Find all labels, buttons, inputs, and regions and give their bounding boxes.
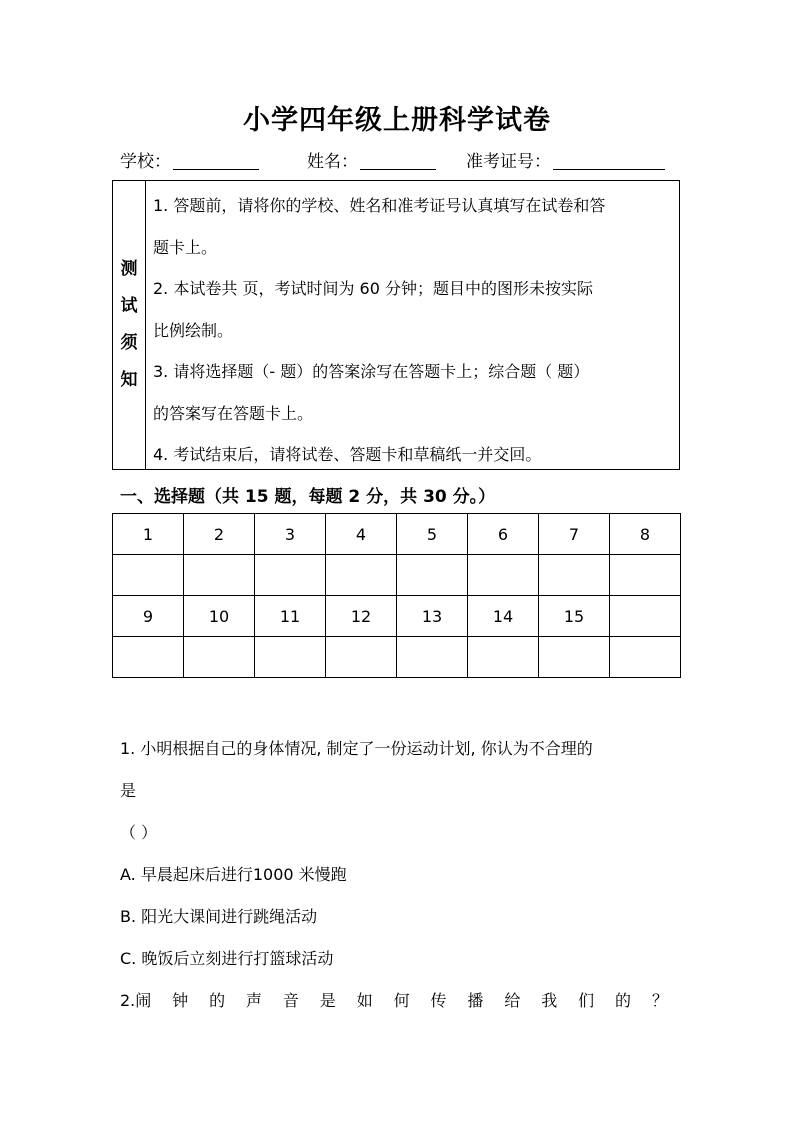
question-number-cell: 14 [468,596,539,637]
question-number-cell [610,596,681,637]
answer-grid [112,513,681,678]
school-label: 学校： [120,152,171,172]
answer-grid-number-row [113,514,681,555]
question-2-char: 传 [430,991,447,1010]
instructions-text [153,185,675,476]
question-number-cell: 12 [326,596,397,637]
name-label: 姓名： [307,152,358,172]
question-number-cell: 11 [255,596,326,637]
question-2-char: ？ [651,991,668,1010]
name-blank[interactable] [360,151,436,170]
question-2-char: 的 [209,991,226,1010]
answer-cell[interactable] [468,555,539,596]
instructions-label-char: 知 [120,370,138,390]
instruction-line: 题卡上。 [153,237,218,257]
answer-cell[interactable] [397,555,468,596]
answer-cell[interactable] [397,637,468,678]
question-number-cell: 6 [468,514,539,555]
instruction-line: 3. 请将选择题（- 题）的答案涂写在答题卡上；综合题（ 题） [153,362,590,381]
answer-cell[interactable] [255,637,326,678]
question-number-cell: 1 [113,514,184,555]
question-1-option-b: B. 阳光大课间进行跳绳活动 [120,907,318,926]
question-2-char: 我 [541,991,558,1010]
instruction-line: 的答案写在答题卡上。 [153,403,314,423]
answer-cell[interactable] [539,637,610,678]
answer-cell[interactable] [468,637,539,678]
exam-number-label: 准考证号： [466,152,551,172]
question-2-char: 们 [578,991,595,1010]
answer-cell[interactable] [255,555,326,596]
answer-grid-answer-row [113,555,681,596]
question-number-cell: 3 [255,514,326,555]
instruction-line: 4. 考试结束后，请将试卷、答题卡和草稿纸一并交回。 [153,445,542,464]
answer-cell[interactable] [184,555,255,596]
page-title: 小学四年级上册科学试卷 [243,105,551,136]
answer-cell[interactable] [326,637,397,678]
answer-grid-number-row [113,596,681,637]
instructions-label-char: 试 [120,296,138,316]
question-number-cell: 2 [184,514,255,555]
question-number-cell: 4 [326,514,397,555]
school-field [120,147,259,172]
name-field [307,147,436,172]
question-1-option-c: C. 晚饭后立刻进行打篮球活动 [120,949,334,968]
answer-cell[interactable] [610,637,681,678]
question-number-cell: 5 [397,514,468,555]
answer-grid-answer-row [113,637,681,678]
exam-number-field [466,147,665,172]
instruction-line: 1. 答题前，请将你的学校、姓名和准考证号认真填写在试卷和答 [153,196,606,215]
question-2-char: 何 [393,991,410,1010]
answer-cell[interactable] [184,637,255,678]
question-2-char: 给 [504,991,521,1010]
question-2-char: 播 [467,991,484,1010]
question-1-option-a: A. 早晨起床后进行1000 米慢跑 [120,865,347,884]
answer-cell[interactable] [610,555,681,596]
answer-cell[interactable] [113,637,184,678]
instruction-line: 比例绘制。 [153,320,234,340]
question-1-answer-blank[interactable]: （ ） [120,823,158,842]
instructions-label-char: 须 [120,333,138,353]
school-blank[interactable] [173,151,259,170]
instruction-line: 2. 本试卷共 页，考试时间为 60 分钟；题目中的图形未按实际 [153,279,593,298]
question-2-stem [120,988,668,1011]
question-2-char: 是 [319,991,336,1010]
question-2-char: 钟 [172,991,189,1010]
instructions-label-char: 测 [120,259,138,279]
exam-instructions-box [112,180,680,470]
question-number-cell: 8 [610,514,681,555]
section-title-multiple-choice: 一、选择题（共 15 题，每题 2 分，共 30 分。） [120,487,496,507]
question-number-cell: 7 [539,514,610,555]
question-number-cell: 9 [113,596,184,637]
question-2-char: 声 [245,991,262,1010]
question-number-cell: 10 [184,596,255,637]
question-1-stem: 1. 小明根据自己的身体情况, 制定了一份运动计划, 你认为不合理的 [120,739,593,758]
question-number-cell: 13 [397,596,468,637]
answer-cell[interactable] [539,555,610,596]
question-2-char: 音 [282,991,299,1010]
question-number-cell: 15 [539,596,610,637]
question-2-char: 的 [615,991,632,1010]
instructions-label [113,181,146,469]
question-1-stem-continued: 是 [120,781,137,800]
answer-cell[interactable] [326,555,397,596]
student-info-row [120,147,680,173]
exam-number-blank[interactable] [553,151,665,170]
answer-cell[interactable] [113,555,184,596]
question-2-char: 2.闹 [120,991,152,1010]
question-2-char: 如 [356,991,373,1010]
